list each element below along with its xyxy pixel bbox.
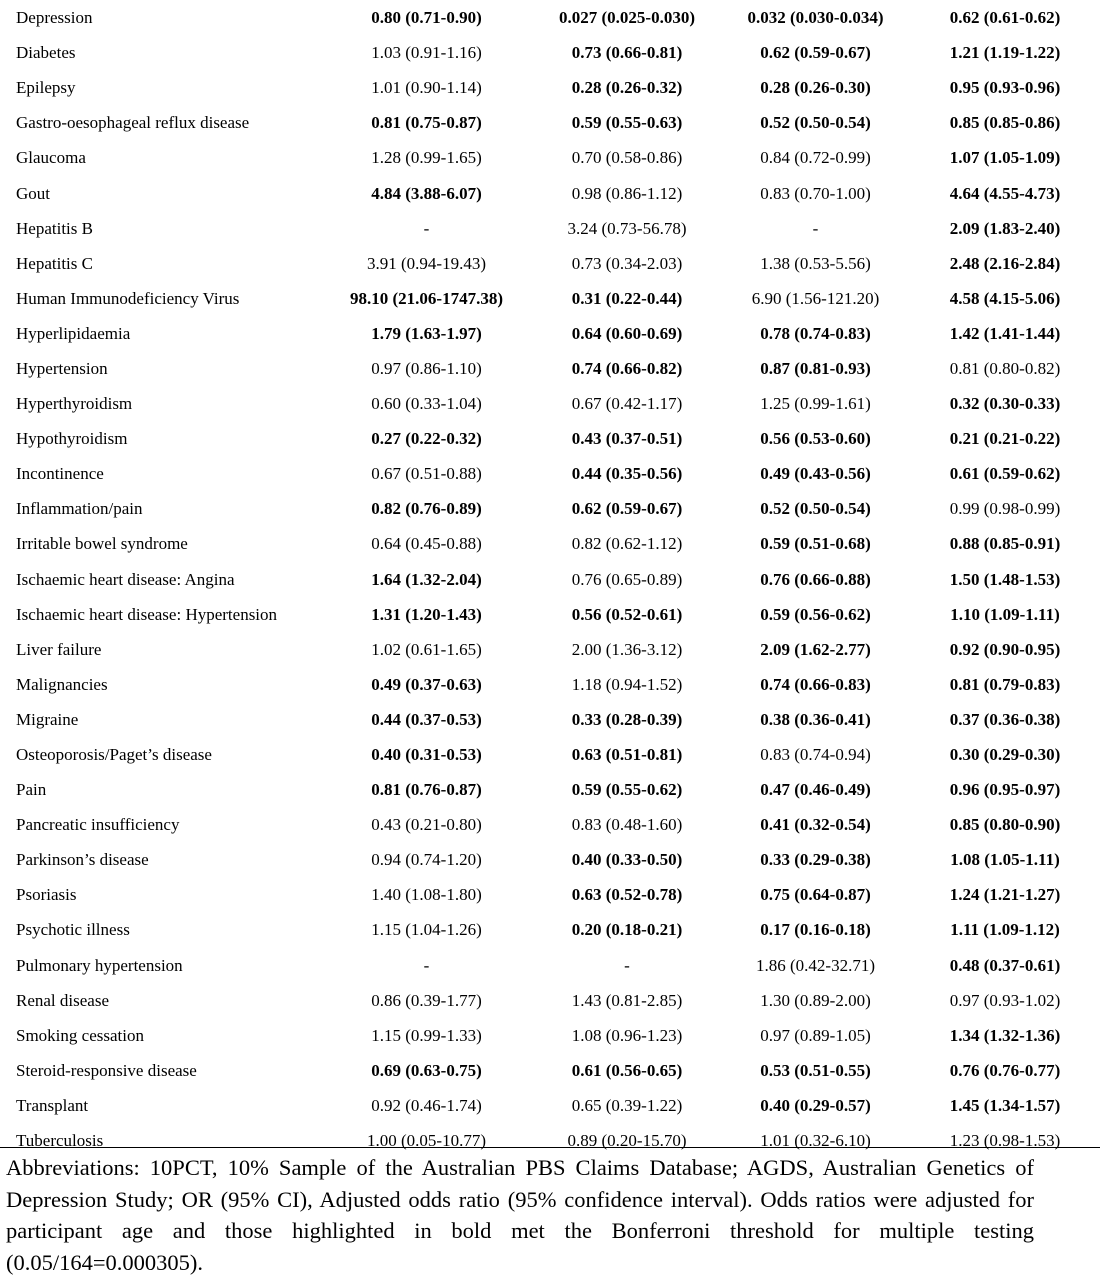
odds-ratio-cell: 0.81 (0.80-0.82)	[949, 358, 1061, 378]
odds-ratio-cell: 0.73 (0.34-2.03)	[571, 253, 683, 273]
odds-ratio-cell: 4.64 (4.55-4.73)	[949, 183, 1061, 203]
odds-ratio-cell: 0.83 (0.70-1.00)	[760, 183, 871, 203]
odds-ratio-cell: 0.59 (0.55-0.63)	[571, 113, 683, 133]
odds-ratio-cell: 1.45 (1.34-1.57)	[949, 1095, 1061, 1115]
condition-cell: Parkinson’s disease	[16, 850, 149, 870]
table-row	[0, 35, 1100, 70]
condition-cell: Incontinence	[16, 464, 104, 484]
odds-ratio-cell: 3.24 (0.73-56.78)	[567, 218, 687, 238]
condition-cell: Pain	[16, 780, 47, 800]
table-row	[0, 246, 1100, 281]
table-row	[0, 807, 1100, 842]
odds-ratio-cell: 0.92 (0.90-0.95)	[949, 639, 1061, 659]
odds-ratio-cell: 0.032 (0.030-0.034)	[747, 8, 884, 28]
odds-ratio-cell: 0.44 (0.35-0.56)	[571, 464, 683, 484]
odds-ratio-cell: 0.81 (0.79-0.83)	[949, 674, 1061, 694]
odds-ratio-cell: 0.85 (0.85-0.86)	[949, 113, 1061, 133]
condition-cell: Smoking cessation	[16, 1025, 144, 1045]
odds-ratio-cell: 1.24 (1.21-1.27)	[949, 885, 1061, 905]
table-row	[0, 983, 1100, 1018]
condition-cell: Renal disease	[16, 990, 109, 1010]
condition-cell: Ischaemic heart disease: Hypertension	[16, 604, 278, 624]
odds-ratio-cell: 1.03 (0.91-1.16)	[371, 43, 482, 63]
odds-ratio-cell: 0.92 (0.46-1.74)	[371, 1095, 482, 1115]
table-row	[0, 0, 1100, 35]
table-row	[0, 702, 1100, 737]
odds-ratio-cell: 1.11 (1.09-1.12)	[950, 920, 1060, 940]
odds-ratio-cell: 0.43 (0.37-0.51)	[571, 429, 683, 449]
table-row	[0, 877, 1100, 912]
odds-ratio-cell: 0.83 (0.48-1.60)	[571, 815, 683, 835]
condition-cell: Migraine	[16, 709, 79, 729]
odds-ratio-cell: 0.78 (0.74-0.83)	[760, 323, 871, 343]
odds-ratio-cell: 1.31 (1.20-1.43)	[371, 604, 482, 624]
odds-ratio-cell: 98.10 (21.06-1747.38)	[350, 288, 503, 308]
condition-cell: Ischaemic heart disease: Angina	[16, 569, 235, 589]
odds-ratio-cell: 0.17 (0.16-0.18)	[760, 920, 871, 940]
odds-ratio-cell: 1.86 (0.42-32.71)	[756, 955, 875, 975]
odds-ratio-cell: 0.88 (0.85-0.91)	[949, 534, 1061, 554]
odds-ratio-cell: 0.40 (0.31-0.53)	[371, 745, 482, 765]
odds-ratio-cell: 0.74 (0.66-0.82)	[571, 358, 683, 378]
table-row	[0, 948, 1100, 983]
odds-ratio-cell: 0.81 (0.76-0.87)	[371, 780, 482, 800]
condition-cell: Transplant	[16, 1095, 89, 1115]
odds-ratio-cell: 1.38 (0.53-5.56)	[760, 253, 871, 273]
odds-ratio-cell: 0.65 (0.39-1.22)	[571, 1095, 683, 1115]
odds-ratio-cell: 0.69 (0.63-0.75)	[371, 1060, 482, 1080]
odds-ratio-cell: 0.61 (0.56-0.65)	[571, 1060, 683, 1080]
odds-ratio-cell: 1.01 (0.90-1.14)	[371, 78, 482, 98]
table-row	[0, 105, 1100, 140]
table-row	[0, 211, 1100, 246]
odds-ratio-cell: 1.07 (1.05-1.09)	[949, 148, 1061, 168]
odds-ratio-cell: 0.61 (0.59-0.62)	[949, 464, 1061, 484]
condition-cell: Gastro-oesophageal reflux disease	[16, 113, 250, 133]
odds-ratio-cell: 1.15 (0.99-1.33)	[371, 1025, 482, 1045]
odds-ratio-cell: 0.70 (0.58-0.86)	[571, 148, 683, 168]
table-bottom-rule	[0, 1147, 1100, 1148]
odds-ratio-cell: 0.98 (0.86-1.12)	[571, 183, 683, 203]
odds-ratio-cell: 0.44 (0.37-0.53)	[371, 709, 482, 729]
odds-ratio-cell: 1.34 (1.32-1.36)	[949, 1025, 1061, 1045]
condition-cell: Liver failure	[16, 639, 102, 659]
odds-ratio-cell: 1.10 (1.09-1.11)	[950, 604, 1060, 624]
odds-ratio-cell: 0.99 (0.98-0.99)	[949, 499, 1061, 519]
odds-ratio-cell: 0.48 (0.37-0.61)	[949, 955, 1061, 975]
table-row	[0, 1053, 1100, 1088]
odds-ratio-cell: 6.90 (1.56-121.20)	[751, 288, 880, 308]
table-row	[0, 526, 1100, 561]
table-row	[0, 912, 1100, 947]
odds-ratio-cell: 0.81 (0.75-0.87)	[371, 113, 482, 133]
odds-ratio-cell: 1.18 (0.94-1.52)	[571, 674, 683, 694]
odds-ratio-cell: 0.94 (0.74-1.20)	[371, 850, 482, 870]
odds-ratio-cell: 0.74 (0.66-0.83)	[760, 674, 871, 694]
odds-ratio-cell: 0.64 (0.60-0.69)	[571, 323, 683, 343]
odds-ratio-cell: 1.42 (1.41-1.44)	[949, 323, 1061, 343]
odds-ratio-cell: 1.01 (0.32-6.10)	[760, 1131, 871, 1151]
odds-ratio-cell: 0.83 (0.74-0.94)	[760, 745, 871, 765]
odds-ratio-cell: 0.84 (0.72-0.99)	[760, 148, 871, 168]
table-row	[0, 421, 1100, 456]
odds-ratio-cell: 0.027 (0.025-0.030)	[559, 8, 695, 28]
condition-cell: Hypothyroidism	[16, 429, 128, 449]
condition-cell: Pancreatic insufficiency	[16, 815, 180, 835]
odds-ratio-cell: 0.28 (0.26-0.32)	[571, 78, 683, 98]
odds-ratio-cell: -	[423, 218, 430, 238]
odds-ratio-cell: 0.95 (0.93-0.96)	[949, 78, 1061, 98]
table-row	[0, 175, 1100, 210]
table-row	[0, 456, 1100, 491]
table-row	[0, 281, 1100, 316]
odds-ratio-cell: 0.80 (0.71-0.90)	[371, 8, 482, 28]
odds-ratio-cell: 4.84 (3.88-6.07)	[371, 183, 482, 203]
table-row	[0, 1088, 1100, 1123]
odds-ratio-cell: 0.49 (0.43-0.56)	[760, 464, 871, 484]
condition-cell: Hyperlipidaemia	[16, 323, 131, 343]
odds-ratio-cell: 4.58 (4.15-5.06)	[949, 288, 1061, 308]
odds-ratio-cell: 1.08 (1.05-1.11)	[950, 850, 1060, 870]
odds-ratio-cell: 0.37 (0.36-0.38)	[949, 709, 1061, 729]
condition-cell: Epilepsy	[16, 78, 76, 98]
odds-ratio-cell: 0.67 (0.51-0.88)	[371, 464, 482, 484]
odds-ratio-cell: 0.31 (0.22-0.44)	[571, 288, 683, 308]
odds-ratio-cell: 0.60 (0.33-1.04)	[371, 394, 482, 414]
odds-ratio-cell: 1.08 (0.96-1.23)	[571, 1025, 683, 1045]
odds-ratio-cell: 0.62 (0.61-0.62)	[949, 8, 1061, 28]
odds-ratio-cell: 0.47 (0.46-0.49)	[760, 780, 871, 800]
table-row	[0, 1018, 1100, 1053]
table-row	[0, 140, 1100, 175]
odds-ratio-cell: 0.38 (0.36-0.41)	[760, 709, 871, 729]
odds-ratio-cell: 0.73 (0.66-0.81)	[571, 43, 683, 63]
odds-ratio-cell: 0.76 (0.66-0.88)	[760, 569, 871, 589]
table-row	[0, 316, 1100, 351]
odds-ratio-cell: 0.97 (0.86-1.10)	[371, 358, 482, 378]
odds-ratio-cell: 1.15 (1.04-1.26)	[371, 920, 482, 940]
odds-ratio-cell: 0.52 (0.50-0.54)	[760, 113, 871, 133]
odds-ratio-cell: 0.33 (0.28-0.39)	[571, 709, 683, 729]
condition-cell: Glaucoma	[16, 148, 86, 168]
odds-ratio-cell: 0.49 (0.37-0.63)	[371, 674, 482, 694]
odds-ratio-cell: 2.09 (1.62-2.77)	[760, 639, 871, 659]
odds-ratio-cell: 0.30 (0.29-0.30)	[949, 745, 1061, 765]
odds-ratio-cell: 2.00 (1.36-3.12)	[571, 639, 683, 659]
odds-ratio-cell: 0.82 (0.62-1.12)	[571, 534, 683, 554]
odds-ratio-cell: 0.40 (0.33-0.50)	[571, 850, 683, 870]
odds-ratio-cell: 0.85 (0.80-0.90)	[949, 815, 1061, 835]
odds-ratio-cell: 0.67 (0.42-1.17)	[571, 394, 683, 414]
odds-ratio-cell: 0.96 (0.95-0.97)	[949, 780, 1061, 800]
table-footnote: Abbreviations: 10PCT, 10% Sample of the Australian PBS Claims Database; AGDS, Australian Genetics of Depression Study; OR (95% CI), Adjusted odds ratio (95% confidence interval). Odds ratios were adjusted for participant age and those highlighted in bold met the Bonferroni threshold for multiple testing (0.05/164=0.000305).	[6, 1155, 1034, 1275]
table-row	[0, 562, 1100, 597]
odds-ratio-cell: 0.76 (0.65-0.89)	[571, 569, 683, 589]
condition-cell: Steroid-responsive disease	[16, 1060, 197, 1080]
table-row	[0, 386, 1100, 421]
condition-cell: Tuberculosis	[16, 1131, 104, 1151]
odds-ratio-cell: 1.64 (1.32-2.04)	[371, 569, 482, 589]
odds-ratio-cell: 0.59 (0.56-0.62)	[760, 604, 871, 624]
condition-cell: Depression	[16, 8, 93, 28]
table-row	[0, 842, 1100, 877]
table-row	[0, 70, 1100, 105]
odds-ratio-cell: 0.97 (0.93-1.02)	[949, 990, 1061, 1010]
odds-ratio-cell: 0.33 (0.29-0.38)	[760, 850, 871, 870]
table-row	[0, 351, 1100, 386]
odds-ratio-cell: 0.32 (0.30-0.33)	[949, 394, 1061, 414]
table-row	[0, 597, 1100, 632]
odds-ratio-cell: 0.41 (0.32-0.54)	[760, 815, 871, 835]
condition-cell: Psoriasis	[16, 885, 77, 905]
condition-cell: Gout	[16, 183, 50, 203]
odds-ratio-cell: 1.02 (0.61-1.65)	[371, 639, 482, 659]
odds-ratio-cell: 0.97 (0.89-1.05)	[760, 1025, 871, 1045]
odds-ratio-cell: 1.79 (1.63-1.97)	[371, 323, 482, 343]
odds-ratio-cell: 0.28 (0.26-0.30)	[760, 78, 871, 98]
odds-ratio-cell: 0.87 (0.81-0.93)	[760, 358, 871, 378]
odds-ratio-cell: -	[812, 218, 819, 238]
odds-ratio-cell: 1.25 (0.99-1.61)	[760, 394, 871, 414]
odds-ratio-cell: 0.75 (0.64-0.87)	[760, 885, 871, 905]
condition-cell: Osteoporosis/Paget’s disease	[16, 745, 212, 765]
condition-cell: Inflammation/pain	[16, 499, 143, 519]
odds-ratio-cell: 0.63 (0.51-0.81)	[571, 745, 683, 765]
table-row	[0, 667, 1100, 702]
odds-ratio-cell: -	[624, 955, 630, 975]
condition-cell: Pulmonary hypertension	[16, 955, 183, 975]
odds-ratio-cell: -	[423, 955, 430, 975]
odds-ratio-cell: 1.00 (0.05-10.77)	[367, 1131, 486, 1151]
odds-ratio-cell: 0.63 (0.52-0.78)	[571, 885, 683, 905]
odds-ratio-cell: 0.59 (0.51-0.68)	[760, 534, 871, 554]
odds-ratio-cell: 0.82 (0.76-0.89)	[371, 499, 482, 519]
condition-cell: Hyperthyroidism	[16, 394, 133, 414]
table-row	[0, 772, 1100, 807]
table-row	[0, 491, 1100, 526]
odds-ratio-cell: 0.21 (0.21-0.22)	[949, 429, 1061, 449]
odds-ratio-cell: 0.89 (0.20-15.70)	[567, 1131, 687, 1151]
odds-ratio-cell: 1.43 (0.81-2.85)	[571, 990, 683, 1010]
condition-cell: Hypertension	[16, 358, 108, 378]
odds-ratio-cell: 2.09 (1.83-2.40)	[949, 218, 1061, 238]
condition-cell: Diabetes	[16, 43, 76, 63]
odds-ratio-cell: 1.23 (0.98-1.53)	[949, 1131, 1061, 1151]
odds-ratio-cell: 0.43 (0.21-0.80)	[371, 815, 482, 835]
odds-ratio-cell: 2.48 (2.16-2.84)	[949, 253, 1061, 273]
odds-ratio-cell: 0.76 (0.76-0.77)	[949, 1060, 1061, 1080]
odds-ratio-cell: 0.56 (0.52-0.61)	[571, 604, 683, 624]
odds-ratio-cell: 3.91 (0.94-19.43)	[367, 253, 486, 273]
condition-cell: Human Immunodeficiency Virus	[16, 288, 240, 308]
condition-cell: Irritable bowel syndrome	[16, 534, 188, 554]
odds-ratio-cell: 1.30 (0.89-2.00)	[760, 990, 871, 1010]
odds-ratio-cell: 1.40 (1.08-1.80)	[371, 885, 482, 905]
odds-ratio-cell: 0.20 (0.18-0.21)	[571, 920, 683, 940]
odds-ratio-cell: 0.40 (0.29-0.57)	[760, 1095, 871, 1115]
condition-cell: Malignancies	[16, 674, 108, 694]
table-row	[0, 632, 1100, 667]
odds-ratio-cell: 1.21 (1.19-1.22)	[949, 43, 1061, 63]
odds-ratio-cell: 0.62 (0.59-0.67)	[571, 499, 683, 519]
odds-ratio-cell: 0.53 (0.51-0.55)	[760, 1060, 871, 1080]
condition-cell: Psychotic illness	[16, 920, 130, 940]
odds-ratio-cell: 0.52 (0.50-0.54)	[760, 499, 871, 519]
odds-ratio-cell: 0.59 (0.55-0.62)	[571, 780, 683, 800]
odds-ratio-cell: 0.62 (0.59-0.67)	[760, 43, 871, 63]
odds-ratio-cell: 1.50 (1.48-1.53)	[949, 569, 1061, 589]
condition-cell: Hepatitis C	[16, 253, 93, 273]
condition-cell: Hepatitis B	[16, 218, 93, 238]
odds-ratio-cell: 0.56 (0.53-0.60)	[760, 429, 871, 449]
odds-ratio-cell: 1.28 (0.99-1.65)	[371, 148, 482, 168]
odds-ratio-cell: 0.86 (0.39-1.77)	[371, 990, 482, 1010]
odds-ratio-cell: 0.27 (0.22-0.32)	[371, 429, 482, 449]
table-row	[0, 737, 1100, 772]
odds-ratio-cell: 0.64 (0.45-0.88)	[371, 534, 482, 554]
